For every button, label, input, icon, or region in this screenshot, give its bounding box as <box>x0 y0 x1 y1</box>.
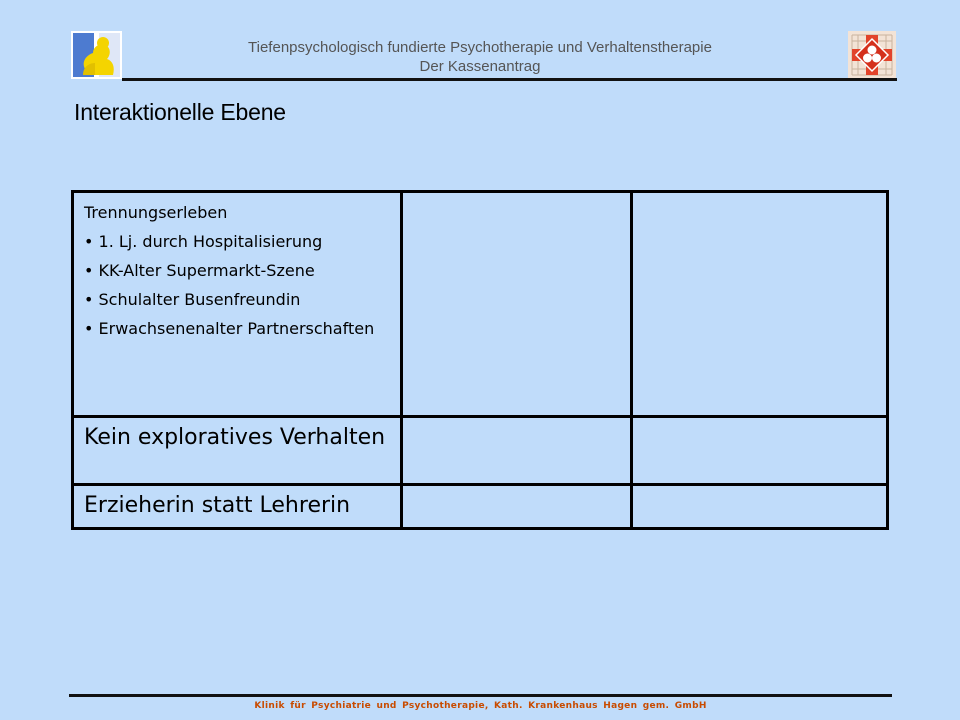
list-item: • Erwachsenenalter Partnerschaften <box>84 319 375 338</box>
hospital-cross-logo <box>848 31 896 79</box>
clinic-logo-left <box>71 31 122 79</box>
list-item: • Schulalter Busenfreundin <box>84 290 301 309</box>
row-label: Kein exploratives Verhalten <box>84 424 386 450</box>
header-divider <box>122 78 897 81</box>
table-cell <box>73 192 402 417</box>
footer-text: Klinik für Psychiatrie und Psychotherapie, Kath. Krankenhaus Hagen gem. GmbH <box>254 701 707 711</box>
table-row <box>73 416 888 485</box>
footer-divider <box>69 694 892 697</box>
list-item: • KK-Alter Supermarkt-Szene <box>84 261 315 280</box>
table-cell-empty <box>401 192 631 417</box>
table-cell-empty <box>401 416 631 485</box>
header-line-2: Der Kassenantrag <box>419 58 541 75</box>
header-line-1: Tiefenpsychologisch fundierte Psychotherapie und Verhaltenstherapie <box>248 39 712 56</box>
table-cell <box>73 485 402 529</box>
header-title <box>150 38 810 76</box>
table-cell-empty <box>631 192 887 417</box>
table-row <box>73 192 888 417</box>
table-cell-empty <box>631 485 887 529</box>
table-cell-empty <box>401 485 631 529</box>
table-row <box>73 485 888 529</box>
row-label: Erzieherin statt Lehrerin <box>84 493 351 519</box>
slide-title: Interaktionelle Ebene <box>74 99 286 125</box>
list-item: • 1. Lj. durch Hospitalisierung <box>84 232 323 251</box>
table-cell <box>73 416 402 485</box>
content-table <box>71 190 889 530</box>
cell-heading: Trennungserleben <box>84 203 228 222</box>
table-cell-empty <box>631 416 887 485</box>
